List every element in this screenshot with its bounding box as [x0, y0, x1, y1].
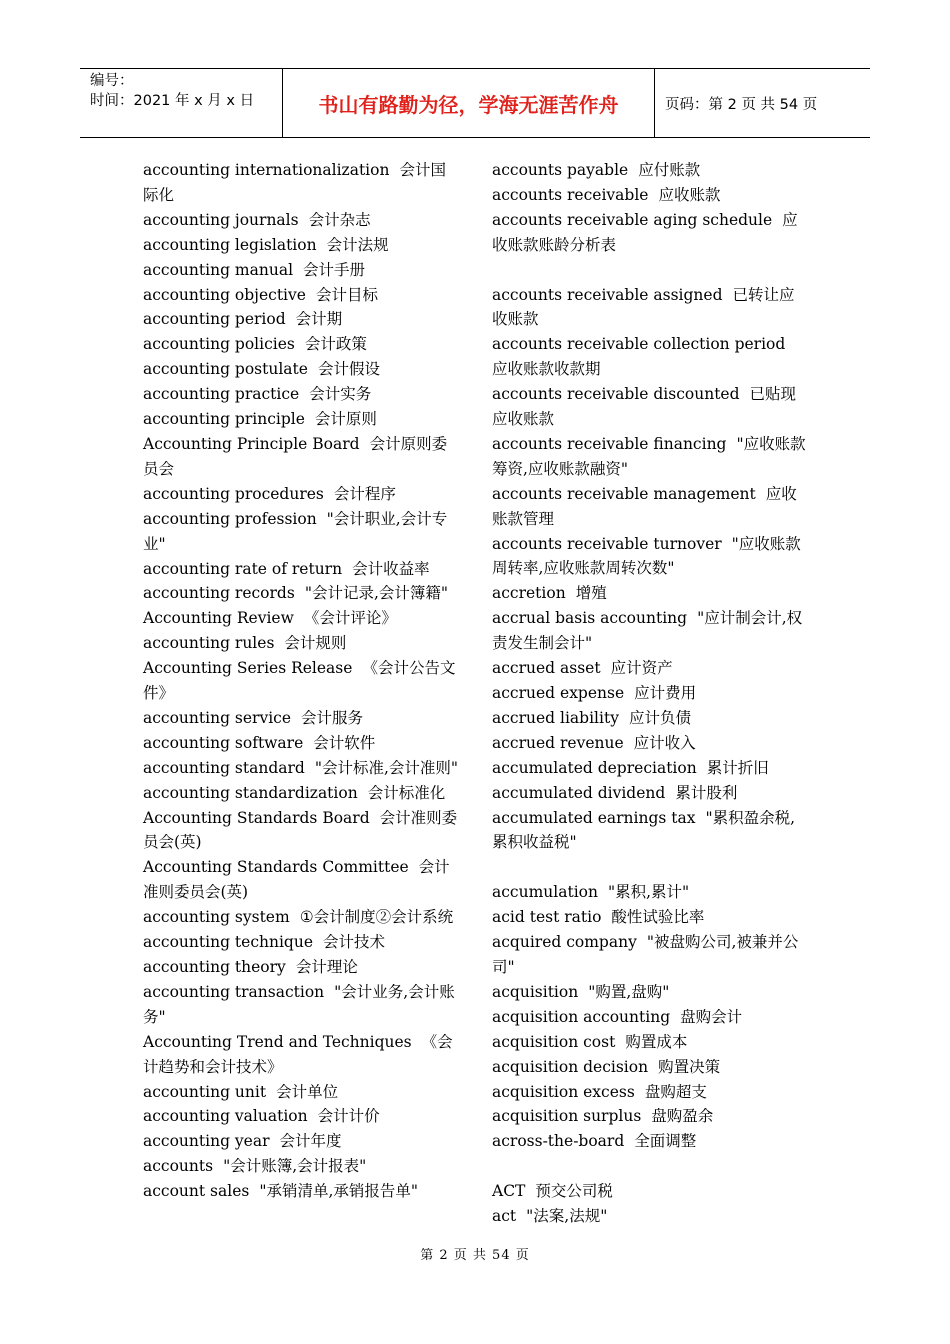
- blank-line: [492, 1154, 808, 1179]
- entry-term: accounts payable: [492, 161, 629, 179]
- entry-term: acquisition surplus: [492, 1107, 642, 1126]
- glossary-left-column: [143, 158, 459, 1204]
- glossary-entry: [143, 1080, 459, 1105]
- entry-meaning: "购置,盘购": [588, 982, 670, 1001]
- glossary-entry: [492, 1204, 808, 1229]
- entry-meaning: 应计资产: [610, 659, 673, 678]
- entry-term: accounting service: [143, 708, 292, 727]
- entry-meaning: 会计技术: [323, 933, 386, 952]
- page-footer: 第 2 页 共 54 页: [420, 1248, 530, 1263]
- entry-meaning: 预交公司税: [535, 1182, 613, 1201]
- glossary-right-column: [492, 158, 808, 1229]
- entry-term: accounting rules: [143, 634, 275, 653]
- glossary-entry: [143, 382, 459, 407]
- entry-term: accrued expense: [492, 684, 625, 703]
- glossary-entry: [143, 208, 459, 233]
- entry-term: ACT: [492, 1182, 526, 1201]
- entry-meaning: "会计标准,会计准则": [314, 758, 459, 777]
- entry-meaning: 应收账款收款期: [492, 360, 601, 379]
- glossary-entry: [143, 631, 459, 656]
- glossary-entry: [143, 1129, 459, 1154]
- entry-term: accrued revenue: [492, 733, 624, 752]
- entry-term: accounting objective: [143, 285, 306, 304]
- entry-meaning: "法案,法规": [526, 1207, 608, 1226]
- glossary-entry: [143, 606, 459, 631]
- entry-meaning: 《会计趋势和会计技术》: [143, 1032, 453, 1076]
- entry-meaning: 会计理论: [295, 958, 358, 976]
- glossary-entry: [492, 706, 808, 731]
- glossary-entry: [143, 407, 459, 432]
- glossary-entry: [143, 482, 459, 507]
- entry-term: accounts receivable management: [492, 484, 756, 503]
- entry-term: accumulated earnings tax: [492, 808, 696, 827]
- entry-term: accounting legislation: [143, 235, 317, 254]
- entry-meaning: 会计年度: [279, 1132, 342, 1151]
- glossary-entry: [492, 930, 808, 980]
- glossary-entry: [492, 756, 808, 781]
- entry-term: Accounting Trend and Techniques: [143, 1032, 412, 1051]
- glossary-entry: [143, 930, 459, 955]
- entry-meaning: 已转让应收账款: [492, 285, 795, 329]
- entry-term: accretion: [492, 584, 566, 603]
- document-date: 时间：2021 年 x 月 x 日: [90, 93, 255, 109]
- glossary-entry: [492, 183, 808, 208]
- glossary-entry: [143, 233, 459, 258]
- entry-meaning: 应收账款账龄分析表: [492, 210, 798, 254]
- glossary-entry: [492, 432, 808, 482]
- entry-meaning: "会计职业,会计专业": [143, 509, 448, 553]
- glossary-entry: [143, 581, 459, 606]
- entry-term: accounting standard: [143, 758, 305, 777]
- glossary-entry: [492, 1129, 808, 1154]
- glossary-entry: [492, 332, 808, 382]
- glossary-entry: [143, 432, 459, 482]
- glossary-entry: [143, 307, 459, 332]
- entry-meaning: 会计收益率: [352, 559, 430, 578]
- header-page-info: 页码：第 2 页 共 54 页: [665, 96, 818, 113]
- glossary-entry: [492, 208, 808, 258]
- entry-term: account sales: [143, 1182, 250, 1201]
- entry-meaning: 会计单位: [276, 1082, 339, 1101]
- glossary-entry: [143, 357, 459, 382]
- entry-meaning: 应收账款管理: [492, 484, 797, 528]
- entry-meaning: 会计软件: [313, 733, 376, 752]
- entry-term: accounting policies: [143, 335, 295, 354]
- glossary-entry: [143, 283, 459, 308]
- entry-term: accounting manual: [143, 260, 294, 279]
- entry-meaning: "承销清单,承销报告单": [259, 1182, 419, 1201]
- glossary-entry: [492, 1030, 808, 1055]
- entry-meaning: 应计收入: [633, 733, 696, 752]
- glossary-entry: [143, 258, 459, 283]
- entry-term: accounting theory: [143, 958, 286, 976]
- glossary-entry: [143, 1104, 459, 1129]
- entry-term: acquisition excess: [492, 1082, 635, 1101]
- entry-meaning: 盘购会计: [680, 1007, 743, 1026]
- entry-term: Accounting Standards Board: [143, 808, 370, 827]
- entry-meaning: 已贴现应收账款: [492, 385, 797, 429]
- glossary-entry: [492, 606, 808, 656]
- entry-meaning: 购置成本: [625, 1032, 688, 1051]
- entry-meaning: 会计标准化: [367, 783, 446, 802]
- glossary-entry: [492, 1104, 808, 1129]
- entry-meaning: 会计手册: [303, 260, 366, 279]
- entry-term: acquisition: [492, 982, 579, 1001]
- glossary-entry: [492, 880, 808, 905]
- entry-meaning: 应计费用: [634, 684, 697, 703]
- glossary-entry: [143, 781, 459, 806]
- document-number-label: 编号：: [90, 73, 134, 89]
- glossary-entry: [143, 756, 459, 781]
- entry-meaning: 会计实务: [309, 385, 372, 404]
- entry-term: accounting transaction: [143, 982, 325, 1001]
- entry-meaning: 购置决策: [658, 1057, 721, 1076]
- entry-meaning: ①会计制度②会计系统: [299, 908, 454, 927]
- glossary-entry: [143, 731, 459, 756]
- entry-meaning: "被盘购公司,被兼并公司": [492, 933, 799, 976]
- glossary-entry: [492, 905, 808, 930]
- entry-meaning: 《会计公告文件》: [143, 659, 456, 703]
- entry-term: accumulated dividend: [492, 783, 666, 802]
- glossary-entry: [143, 905, 459, 930]
- entry-term: accounting journals: [143, 210, 299, 229]
- entry-meaning: 应付账款: [638, 161, 701, 179]
- entry-meaning: 盘购盈余: [651, 1107, 714, 1126]
- entry-meaning: 会计法规: [326, 235, 389, 254]
- entry-meaning: "应计制会计,权责发生制会计": [492, 609, 803, 653]
- entry-meaning: 累计折旧: [706, 758, 769, 777]
- glossary-entry: [492, 382, 808, 432]
- entry-term: accumulated depreciation: [492, 758, 697, 777]
- entry-term: accounts receivable collection period: [492, 335, 786, 354]
- entry-meaning: 会计杂志: [308, 210, 371, 229]
- entry-term: act: [492, 1207, 517, 1226]
- glossary-entry: [143, 158, 459, 208]
- entry-meaning: "累积盈余税,累积收益税": [492, 808, 796, 852]
- glossary-entry: [492, 581, 808, 606]
- entry-meaning: 会计原则: [314, 410, 377, 429]
- entry-meaning: 会计期: [295, 310, 343, 329]
- glossary-entry: [492, 158, 808, 183]
- glossary-entry: [492, 283, 808, 333]
- entry-term: acid test ratio: [492, 908, 602, 927]
- glossary-entry: [492, 681, 808, 706]
- page-header: [80, 68, 870, 138]
- entry-term: across-the-board: [492, 1132, 625, 1151]
- glossary-entry: [492, 532, 808, 582]
- header-motto: 书山有路勤为径，学海无涯苦作舟: [282, 69, 655, 137]
- glossary-entry: [492, 1055, 808, 1080]
- entry-term: acquisition cost: [492, 1032, 616, 1051]
- entry-meaning: 全面调整: [634, 1132, 697, 1151]
- entry-meaning: 会计程序: [333, 484, 396, 503]
- glossary-entry: [492, 1179, 808, 1204]
- entry-meaning: "应收账款周转率,应收账款周转次数": [492, 534, 801, 578]
- entry-meaning: 会计准则委员会(英): [143, 858, 450, 902]
- entry-term: accounting internationalization: [143, 161, 390, 179]
- glossary-entry: [143, 507, 459, 557]
- glossary-entry: [492, 1080, 808, 1105]
- entry-term: Accounting Standards Committee: [143, 858, 409, 877]
- entry-term: accounting technique: [143, 933, 314, 952]
- entry-meaning: 会计假设: [317, 360, 380, 379]
- glossary-entry: [492, 482, 808, 532]
- entry-term: accounting valuation: [143, 1107, 308, 1126]
- entry-term: accounts receivable: [492, 185, 649, 204]
- entry-meaning: 酸性试验比率: [611, 908, 705, 927]
- entry-term: accounting principle: [143, 410, 305, 429]
- header-meta: [80, 69, 282, 137]
- entry-term: accounting practice: [143, 385, 300, 404]
- entry-term: accounting profession: [143, 509, 317, 528]
- glossary-entry: [492, 806, 808, 856]
- entry-meaning: "会计记录,会计簿籍": [304, 584, 448, 603]
- entry-term: accounts receivable turnover: [492, 534, 722, 553]
- entry-meaning: 累计股利: [675, 783, 738, 802]
- entry-meaning: 会计原则委员会: [143, 434, 448, 478]
- entry-term: accounting postulate: [143, 360, 308, 379]
- entry-meaning: "会计业务,会计账务": [143, 982, 455, 1026]
- entry-term: accrual basis accounting: [492, 609, 688, 628]
- entry-meaning: "会计账簿,会计报表": [223, 1157, 367, 1176]
- entry-term: accounts receivable discounted: [492, 385, 740, 404]
- entry-term: acquisition decision: [492, 1057, 649, 1076]
- blank-line: [492, 258, 808, 283]
- entry-term: acquired company: [492, 933, 637, 952]
- entry-term: Accounting Series Release: [143, 659, 353, 678]
- entry-meaning: 会计计价: [317, 1107, 380, 1126]
- glossary-entry: [492, 731, 808, 756]
- entry-meaning: 盘购超支: [644, 1082, 707, 1101]
- glossary-entry: [143, 1179, 459, 1204]
- glossary-entry: [143, 955, 459, 980]
- entry-term: accounting standardization: [143, 783, 358, 802]
- entry-term: Accounting Review: [143, 609, 294, 628]
- entry-term: accrued liability: [492, 708, 619, 727]
- glossary-entry: [143, 806, 459, 856]
- entry-meaning: 会计目标: [315, 285, 378, 304]
- entry-term: accounting software: [143, 733, 304, 752]
- glossary-entry: [143, 855, 459, 905]
- entry-term: acquisition accounting: [492, 1007, 671, 1026]
- glossary-entry: [143, 557, 459, 582]
- entry-meaning: 会计服务: [301, 708, 364, 727]
- blank-line: [492, 855, 808, 880]
- entry-meaning: 会计准则委员会(英): [143, 808, 458, 852]
- entry-meaning: 应计负债: [628, 708, 691, 727]
- entry-meaning: "累积,累计": [607, 883, 690, 902]
- entry-meaning: 会计规则: [284, 634, 347, 653]
- glossary-entry: [143, 1154, 459, 1179]
- glossary-entry: [492, 1005, 808, 1030]
- entry-meaning: 会计政策: [304, 335, 367, 354]
- entry-term: accounting system: [143, 908, 290, 927]
- entry-meaning: 应收账款: [658, 185, 721, 204]
- entry-term: accounts receivable aging schedule: [492, 210, 773, 229]
- glossary-entry: [143, 1030, 459, 1080]
- glossary-entry: [143, 706, 459, 731]
- entry-meaning: "应收账款筹资,应收账款融资": [492, 434, 806, 478]
- glossary-entry: [492, 980, 808, 1005]
- entry-term: accounts receivable financing: [492, 434, 727, 453]
- entry-term: accounting rate of return: [143, 559, 343, 578]
- glossary-entry: [492, 656, 808, 681]
- glossary-entry: [143, 656, 459, 706]
- glossary-entry: [143, 332, 459, 357]
- entry-meaning: 《会计评论》: [303, 609, 397, 628]
- glossary-entry: [492, 781, 808, 806]
- entry-term: accounting records: [143, 584, 295, 603]
- entry-meaning: 增殖: [575, 584, 607, 603]
- entry-term: accounting procedures: [143, 484, 324, 503]
- glossary-entry: [143, 980, 459, 1030]
- entry-term: accounts receivable assigned: [492, 285, 723, 304]
- entry-term: accounts: [143, 1157, 214, 1176]
- entry-term: accounting year: [143, 1132, 270, 1151]
- entry-term: accounting unit: [143, 1082, 267, 1101]
- entry-term: accounting period: [143, 310, 286, 329]
- entry-meaning: 会计国际化: [143, 161, 446, 204]
- entry-term: accrued asset: [492, 659, 601, 678]
- entry-term: Accounting Principle Board: [143, 434, 360, 453]
- entry-term: accumulation: [492, 883, 598, 902]
